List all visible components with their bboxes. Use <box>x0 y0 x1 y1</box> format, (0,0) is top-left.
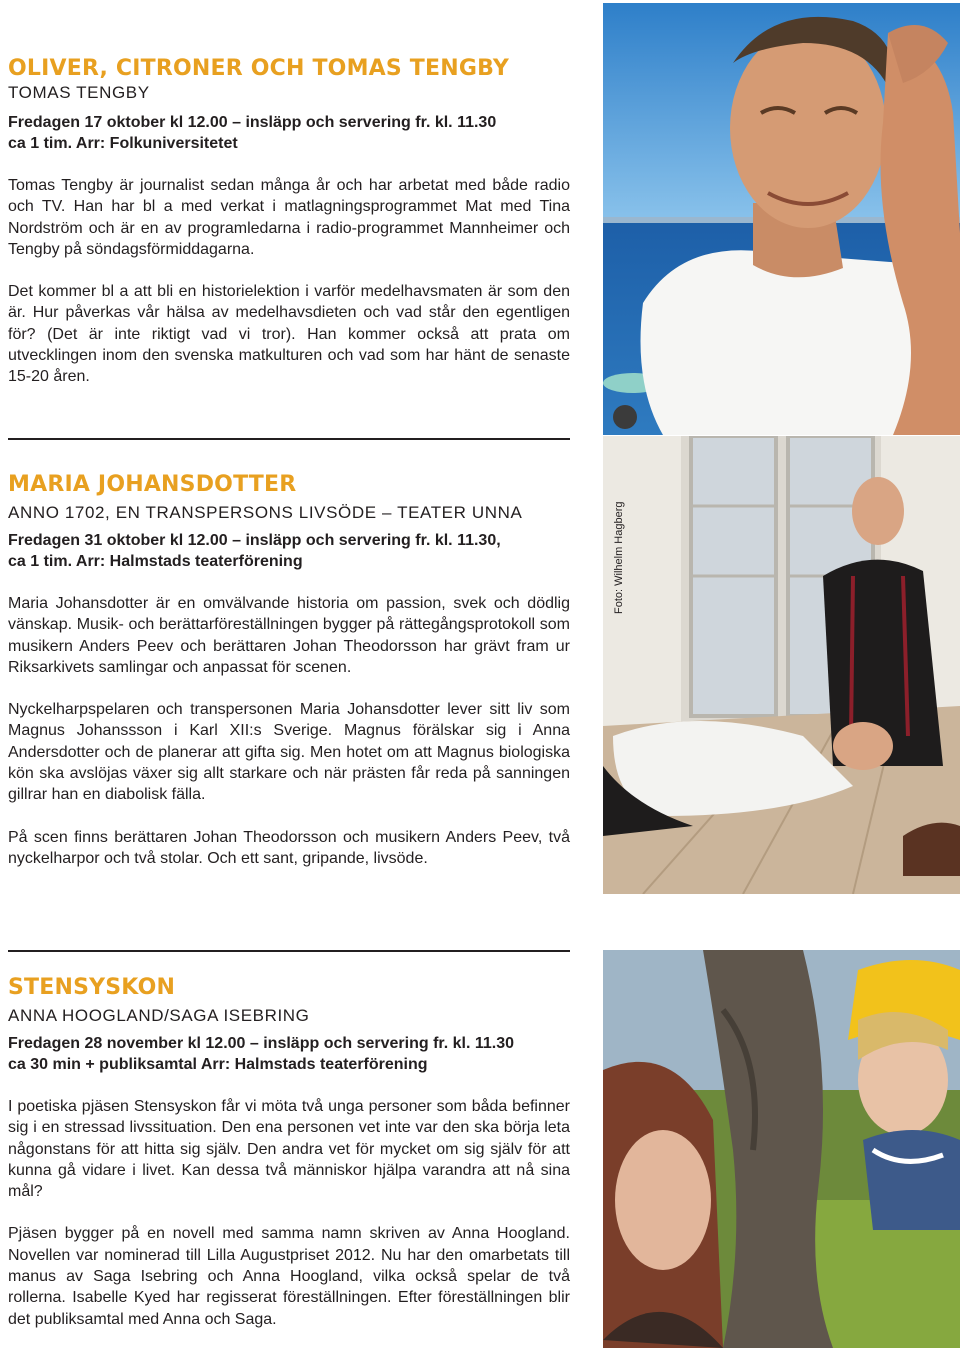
event-tengby <box>8 56 570 388</box>
stensyskon-illustration <box>603 950 960 1348</box>
event-title: STENSYSKON <box>8 975 176 1000</box>
event-description: På scen finns berättaren Johan Theodorsson och musikern Anders Peev, två nyckelharpor och två stolar. Och ett sant, gripande, livsöde. <box>8 828 570 867</box>
event-subtitle: ANNA HOOGLAND/SAGA ISEBRING <box>8 1006 310 1025</box>
photo-credit: Foto: Wilhelm Hagberg <box>613 501 625 614</box>
event-description: Nyckelharpspelaren och transpersonen Maria Johansdotter lever sitt liv som Magnus Johanssson i Karl XII:s Sverige. Magnus förälskar sig i Anna Andersdotter och de planerar att gifta sig. Men hotet om att Magnus biologiska kön ska avslöjas växer sig allt starkare och när prästen får reda på sanningen gillrar han en diabolisk fälla. <box>8 701 570 804</box>
section-divider <box>8 950 570 952</box>
portrait-illustration <box>603 3 960 435</box>
event-maria-johansdotter <box>8 472 570 869</box>
photo-maria-johansdotter <box>603 436 960 894</box>
event-stensyskon <box>8 975 570 1330</box>
event-description: Tomas Tengby är journalist sedan många år och har arbetat med både radio och TV. Han har bl a med verkat i matlagningsprogrammet Mat med Tina Nordström och är en av programledarna i radio-programmet Mannheimer och Tengby på söndagsförmiddagarna. <box>8 177 570 258</box>
event-subtitle: ANNO 1702, EN TRANSPERSONS LIVSÖDE – TEATER UNNA <box>8 503 523 522</box>
photo-stensyskon <box>603 950 960 1348</box>
section-divider <box>8 438 570 440</box>
event-duration-organizer: ca 1 tim. Arr: Halmstads teaterförening <box>8 553 303 570</box>
photo-tomas-tengby <box>603 3 960 435</box>
event-date: Fredagen 31 oktober kl 12.00 – insläpp och servering fr. kl. 11.30, <box>8 532 501 549</box>
event-date: Fredagen 28 november kl 12.00 – insläpp och servering fr. kl. 11.30 <box>8 1035 515 1052</box>
event-description: Det kommer bl a att bli en historielektion i varför medelhavsmaten är som den är. Hur påverkas vår hälsa av medelhavsdieten och vad står den egentligen för? (Det är inte riktigt vad vi tror). Han kommer också att prata om utvecklingen inom den svenska matkulturen och vad som har hänt de senaste 15-20 åren. <box>8 283 570 386</box>
event-title: MARIA JOHANSDOTTER <box>8 472 297 497</box>
theatre-illustration <box>603 436 960 894</box>
event-date: Fredagen 17 oktober kl 12.00 – insläpp och servering fr. kl. 11.30 <box>8 114 497 131</box>
event-description: I poetiska pjäsen Stensyskon får vi möta två unga personer som båda befinner sig i en stressad livssituation. Den ena personen vet inte var den ska börja leta någonstans för att hitta sig själv. Den andra vet för mycket om sig själv för att kunna gå vidare i livet. Kan dessa två människor hjälpa varandra att nå sina mål? <box>8 1098 570 1201</box>
event-description: Pjäsen bygger på en novell med samma namn skriven av Anna Hoogland. Novellen var nominerad till Lilla Augustpriset 2012. Nu har den omarbetats till manus av Saga Isebring och Anna Hoogland, vilka också spelar de två rollerna. Isabelle Kyed har regisserat föreställningen. Efter föreställningen blir det publiksamtal med Anna och Saga. <box>8 1225 570 1328</box>
event-duration-organizer: ca 1 tim. Arr: Folkuniversitetet <box>8 135 238 152</box>
event-description: Maria Johansdotter är en omvälvande historia om passion, svek och dödlig vänskap. Musik- och berättarföreställningen bygger på rättegångsprotokoll som musikern Anders Peev och berättaren Johan Theodorsson har grävt fram ur Riksarkivets samlingar och anpassat för scenen. <box>8 595 570 676</box>
event-title: OLIVER, CITRONER OCH TOMAS TENGBY <box>8 56 509 81</box>
event-subtitle: TOMAS TENGBY <box>8 83 150 102</box>
event-duration-organizer: ca 30 min + publiksamtal Arr: Halmstads teaterförening <box>8 1056 428 1073</box>
